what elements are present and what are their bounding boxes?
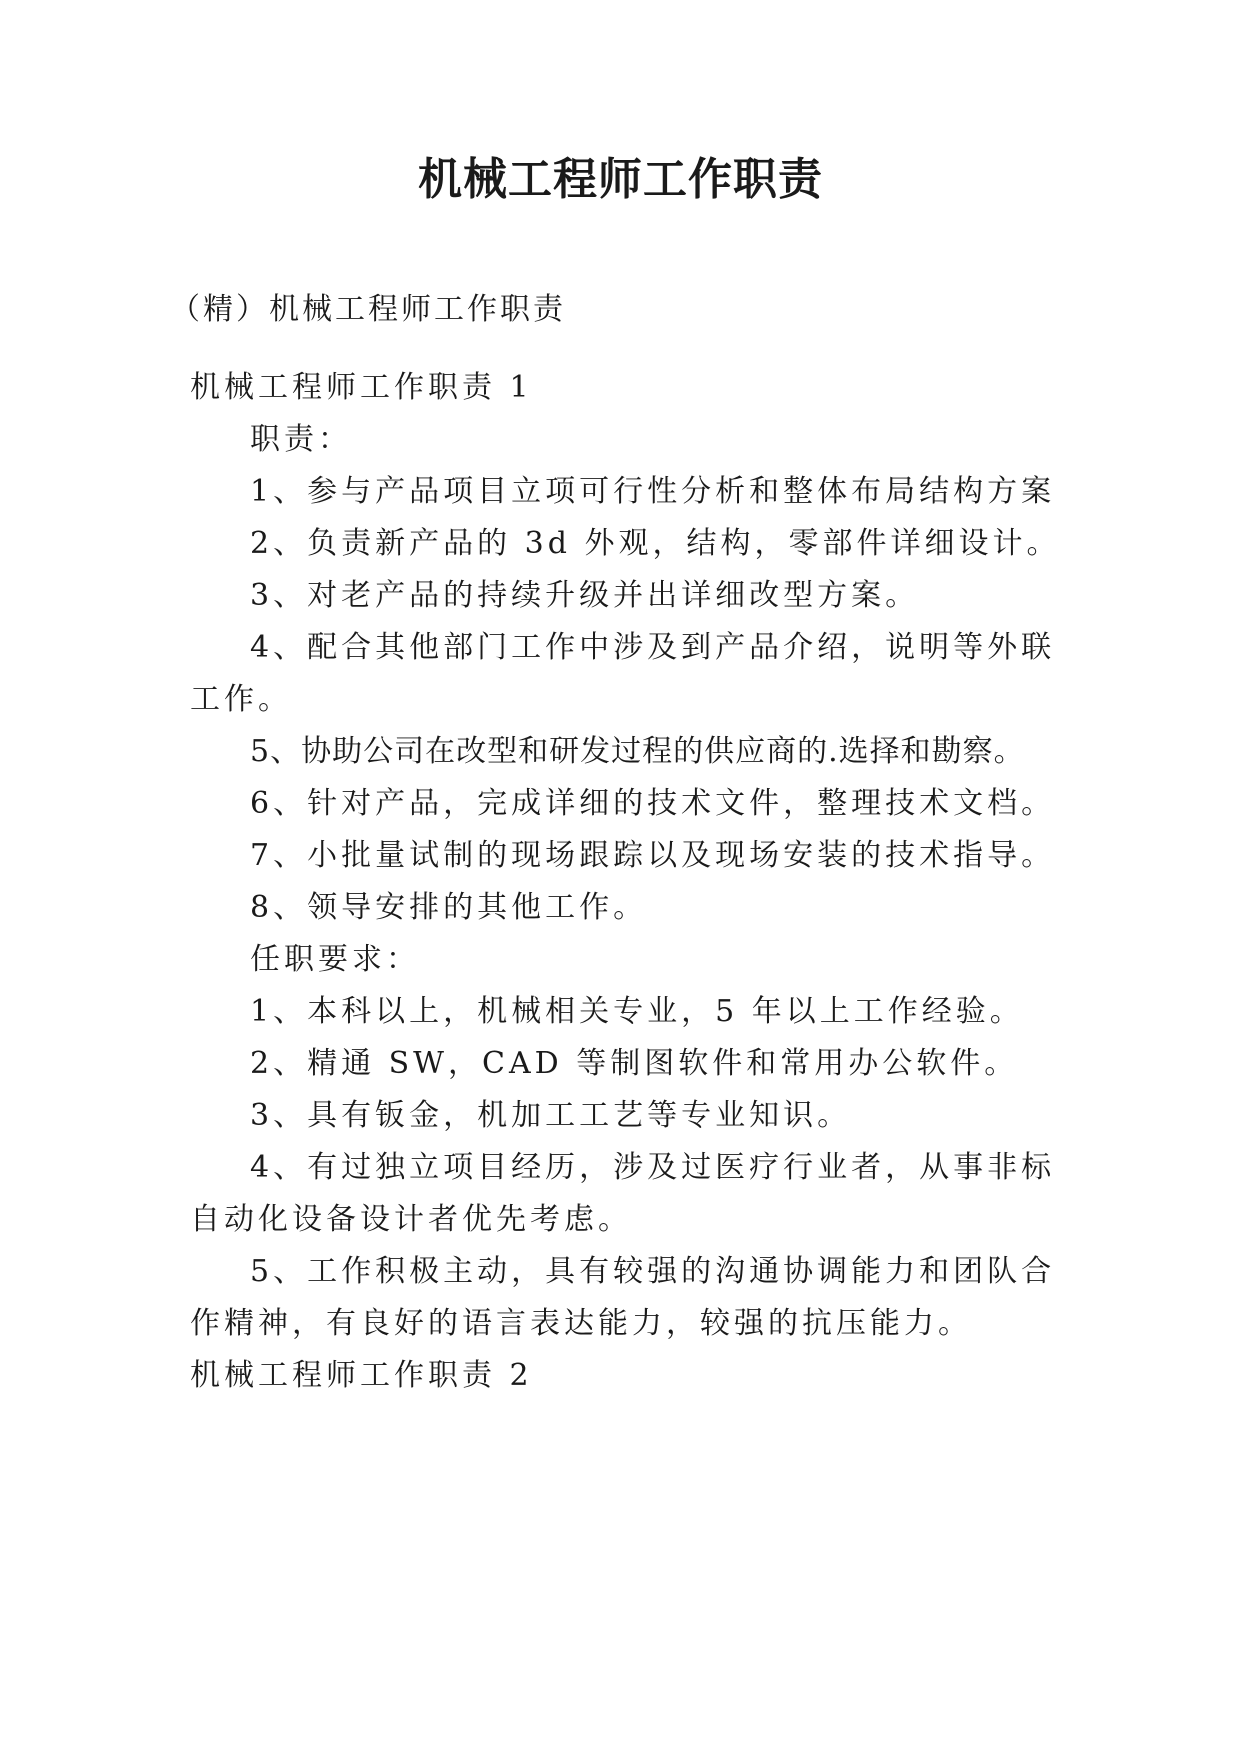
section-heading: 机械工程师工作职责 2 — [190, 1358, 533, 1393]
requirement-item: 1、本科以上，机械相关专业，5 年以上工作经验。 — [250, 994, 1024, 1029]
duty-item: 2、负责新产品的 3d 外观，结构，零部件详细设计。 — [250, 526, 1061, 561]
duty-item: 7、小批量试制的现场跟踪以及现场安装的技术指导。 — [250, 838, 1056, 873]
section-heading: 机械工程师工作职责 1 — [190, 370, 533, 405]
requirement-item: 5、工作积极主动，具有较强的沟通协调能力和团队合 — [250, 1254, 1056, 1289]
duty-item: 1、参与产品项目立项可行性分析和整体布局结构方案 — [250, 474, 1056, 509]
requirement-item: 4、有过独立项目经历，涉及过医疗行业者，从事非标 — [250, 1150, 1056, 1185]
duty-item: 6、针对产品，完成详细的技术文件，整理技术文档。 — [250, 786, 1056, 821]
duty-item: 5、协助公司在改型和研发过程的供应商的.选择和勘察。 — [250, 734, 1025, 769]
duty-item: 8、领导安排的其他工作。 — [250, 890, 648, 925]
requirement-item-continuation: 作精神，有良好的语言表达能力，较强的抗压能力。 — [190, 1306, 972, 1341]
requirement-item-continuation: 自动化设备设计者优先考虑。 — [190, 1202, 632, 1237]
document-title: 机械工程师工作职责 — [418, 154, 823, 205]
duty-item-continuation: 工作。 — [190, 682, 292, 717]
requirement-item: 3、具有钣金，机加工工艺等专业知识。 — [250, 1098, 852, 1133]
requirement-item: 2、精通 SW，CAD 等制图软件和常用办公软件。 — [250, 1046, 1019, 1081]
requirements-heading: 任职要求： — [250, 942, 420, 977]
duties-heading: 职责： — [250, 422, 352, 457]
duty-item: 4、配合其他部门工作中涉及到产品介绍，说明等外联 — [250, 630, 1056, 665]
document-subtitle: （精）机械工程师工作职责 — [170, 292, 566, 327]
duty-item: 3、对老产品的持续升级并出详细改型方案。 — [250, 578, 920, 613]
